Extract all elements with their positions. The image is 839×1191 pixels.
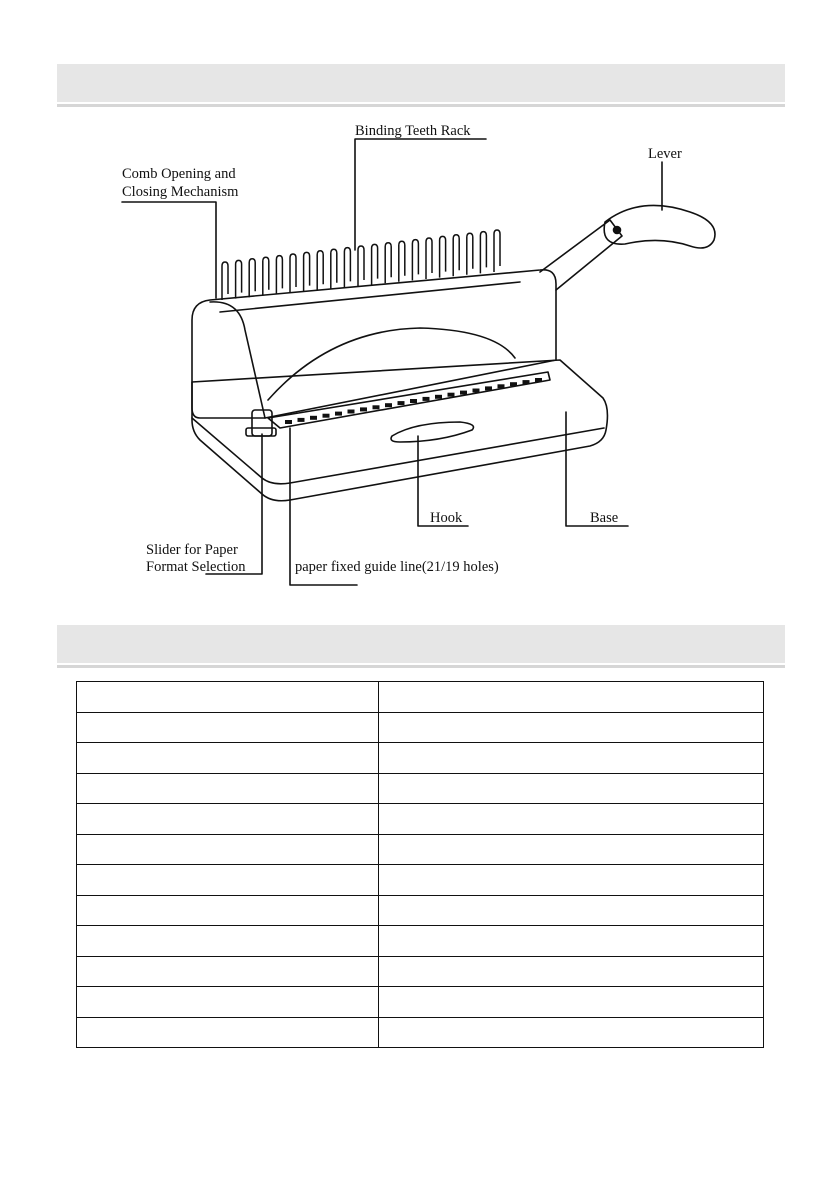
- binding-tooth: [276, 256, 282, 295]
- label-lever: Lever: [648, 146, 682, 162]
- slot-hole: [310, 416, 317, 420]
- spec-label-cell: [77, 895, 379, 926]
- binding-tooth: [222, 262, 228, 300]
- table-row: [77, 1017, 764, 1048]
- housing-outline: [192, 270, 556, 418]
- binding-tooth: [263, 257, 269, 296]
- label-comb-mechanism-line1: Comb Opening and: [122, 166, 236, 182]
- slot-hole: [385, 403, 392, 407]
- slot-hole: [298, 418, 305, 422]
- section-header-bar-top: [57, 64, 785, 102]
- spec-value-cell: [379, 773, 764, 804]
- binding-tooth: [385, 243, 391, 283]
- housing-side-line: [210, 302, 265, 418]
- slot-hole: [285, 420, 292, 424]
- label-binding-teeth-rack: Binding Teeth Rack: [355, 123, 471, 139]
- spec-label-cell: [77, 987, 379, 1018]
- spec-label-cell: [77, 743, 379, 774]
- slot-hole: [485, 386, 492, 390]
- slot-hole: [473, 389, 480, 393]
- binding-tooth: [412, 240, 418, 281]
- slot-hole: [348, 410, 355, 414]
- slot-hole: [373, 405, 380, 409]
- section-header-rule-top: [57, 104, 785, 107]
- housing-top-front: [220, 282, 520, 312]
- spec-value-cell: [379, 926, 764, 957]
- binding-tooth: [304, 252, 310, 291]
- spec-label-cell: [77, 956, 379, 987]
- specification-table: [76, 681, 764, 1048]
- binding-tooth: [290, 254, 296, 293]
- table-row: [77, 743, 764, 774]
- table-row: [77, 804, 764, 835]
- spec-value-cell: [379, 804, 764, 835]
- binding-tooth: [440, 236, 446, 277]
- spec-label-cell: [77, 804, 379, 835]
- label-slider-line1: Slider for Paper: [146, 542, 238, 558]
- spec-value-cell: [379, 956, 764, 987]
- binding-tooth: [399, 241, 405, 282]
- spec-label-cell: [77, 926, 379, 957]
- table-row: [77, 682, 764, 713]
- spec-label-cell: [77, 712, 379, 743]
- table-row: [77, 773, 764, 804]
- slot-hole: [423, 397, 430, 401]
- binding-tooth: [249, 259, 255, 297]
- spec-value-cell: [379, 865, 764, 896]
- spec-label-cell: [77, 773, 379, 804]
- table-row: [77, 895, 764, 926]
- label-guide-line: paper fixed guide line(21/19 holes): [295, 559, 499, 575]
- table-row: [77, 865, 764, 896]
- binding-tooth: [480, 232, 486, 274]
- slot-hole-marks: [285, 378, 542, 424]
- table-row: [77, 956, 764, 987]
- spec-value-cell: [379, 743, 764, 774]
- slot-hole: [523, 380, 530, 384]
- binding-tooth: [236, 260, 242, 298]
- binding-tooth: [426, 238, 432, 279]
- leader-comb: [122, 202, 216, 298]
- spec-label-cell: [77, 682, 379, 713]
- slot-hole: [460, 391, 467, 395]
- binding-tooth: [331, 249, 337, 289]
- binding-tooth: [317, 251, 323, 290]
- slot-hole: [510, 382, 517, 386]
- slot-hole: [435, 395, 442, 399]
- hook-window: [391, 422, 474, 442]
- spec-value-cell: [379, 987, 764, 1018]
- binding-machine-diagram: [0, 110, 839, 600]
- spec-value-cell: [379, 1017, 764, 1048]
- slider-knob: [252, 410, 272, 436]
- binding-tooth: [358, 246, 364, 286]
- section-header-rule-bottom: [57, 665, 785, 668]
- table-row: [77, 834, 764, 865]
- binding-tooth: [494, 230, 500, 272]
- slot-hole: [535, 378, 542, 382]
- lever-arm: [540, 220, 622, 290]
- slot-hole: [448, 393, 455, 397]
- label-base: Base: [590, 510, 619, 526]
- binding-teeth-rack: [222, 230, 500, 300]
- slot-hole: [335, 412, 342, 416]
- slot-hole: [498, 384, 505, 388]
- slot-hole: [410, 399, 417, 403]
- spec-value-cell: [379, 895, 764, 926]
- spec-value-cell: [379, 682, 764, 713]
- label-slider-line2: Format Selection: [146, 559, 246, 575]
- binding-tooth: [344, 248, 350, 288]
- binding-tooth: [372, 244, 378, 284]
- slot-hole: [360, 407, 367, 411]
- spec-label-cell: [77, 865, 379, 896]
- table-row: [77, 926, 764, 957]
- spec-value-cell: [379, 834, 764, 865]
- leader-binding-teeth: [355, 139, 486, 250]
- lever-handle: [604, 205, 715, 248]
- spec-value-cell: [379, 712, 764, 743]
- spec-label-cell: [77, 1017, 379, 1048]
- section-header-bar-bottom: [57, 625, 785, 663]
- table-row: [77, 712, 764, 743]
- table-row: [77, 987, 764, 1018]
- binding-tooth: [467, 233, 473, 275]
- label-hook: Hook: [430, 510, 463, 526]
- label-comb-mechanism-line2: Closing Mechanism: [122, 184, 239, 200]
- slot-hole: [398, 401, 405, 405]
- binding-tooth: [453, 235, 459, 276]
- slot-hole: [323, 414, 330, 418]
- spec-label-cell: [77, 834, 379, 865]
